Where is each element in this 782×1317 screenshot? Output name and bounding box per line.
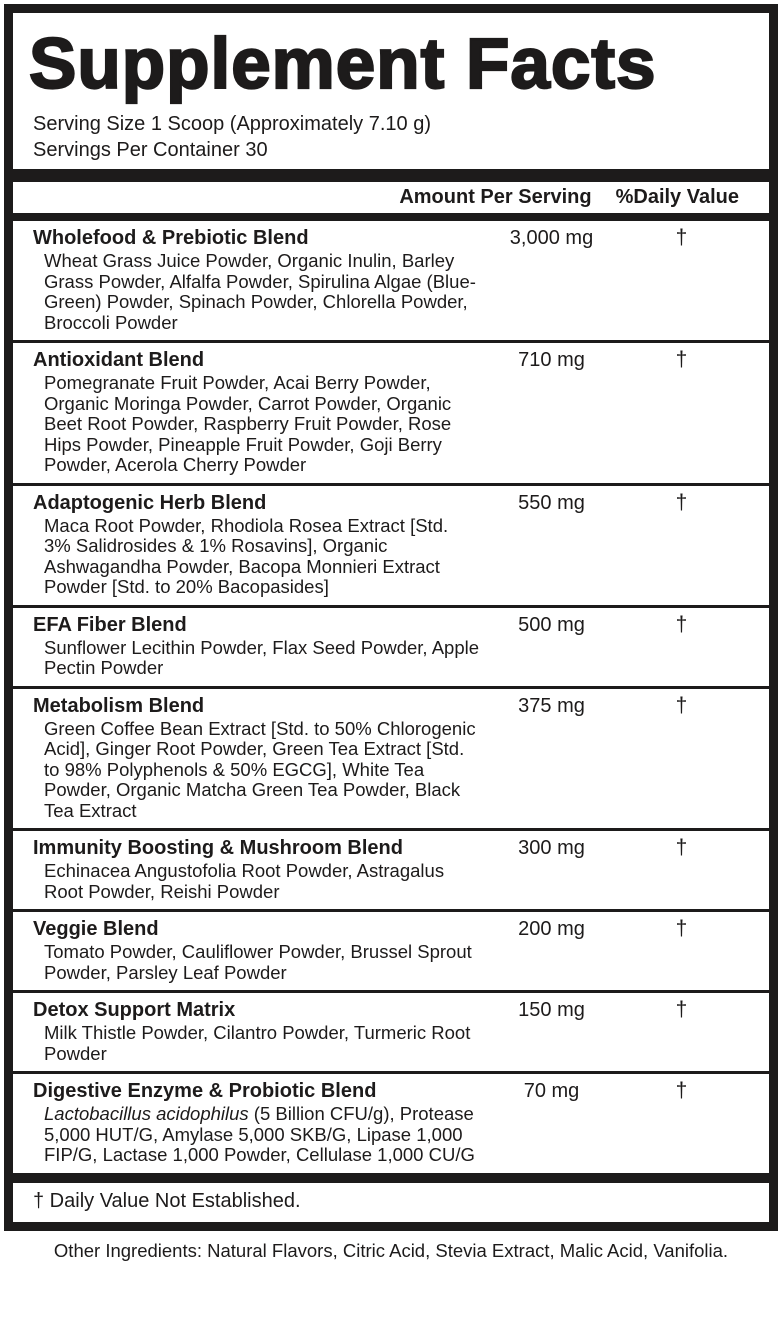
latin-species-name: Lactobacillus acidophilus bbox=[44, 1103, 249, 1124]
amount-per-serving-header: Amount Per Serving bbox=[399, 186, 592, 208]
blend-name: Immunity Boosting & Mushroom Blend bbox=[33, 837, 403, 859]
blend-name: Detox Support Matrix bbox=[33, 999, 236, 1021]
dagger-symbol: † bbox=[675, 836, 688, 859]
section-efa-fiber-blend bbox=[13, 605, 769, 686]
blend-amount: 200 mg bbox=[518, 918, 585, 940]
section-digestive-enzyme-probiotic-blend bbox=[13, 1071, 769, 1173]
blend-ingredients: Green Coffee Bean Extract [Std. to 50% Chlorogenic Acid], Ginger Root Powder, Green Tea Extract [Std. to 98% Polyphenols & 50% EGCG], White Tea Powder, Organic Matcha Green Tea Powder, Black Tea Extract bbox=[44, 717, 476, 821]
blend-ingredients: Pomegranate Fruit Powder, Acai Berry Powder, Organic Moringa Powder, Carrot Powder, Organic Beet Root Powder, Raspberry Fruit Powder, Rose Hips Powder, Pineapple Fruit Powder, Goji Berry Powder, Acerola Cherry Powder bbox=[44, 372, 452, 475]
thick-divider-bottom bbox=[13, 1173, 769, 1183]
dagger-symbol: † bbox=[675, 998, 688, 1021]
column-header-row bbox=[13, 182, 769, 213]
dagger-symbol: † bbox=[675, 226, 688, 249]
thick-divider-top bbox=[13, 169, 769, 182]
section-metabolism-blend bbox=[13, 686, 769, 829]
section-adaptogenic-herb-blend bbox=[13, 483, 769, 605]
blend-name: Metabolism Blend bbox=[33, 694, 205, 717]
blend-amount: 70 mg bbox=[523, 1080, 580, 1102]
blend-name: Veggie Blend bbox=[33, 918, 159, 940]
other-ingredients-line: Other Ingredients: Natural Flavors, Citric Acid, Stevia Extract, Malic Acid, Vanifolia. bbox=[53, 1239, 729, 1261]
blend-name: Adaptogenic Herb Blend bbox=[33, 491, 267, 514]
blend-ingredients-rest: (5 Billion CFU/g), Protease 5,000 HUT/G, Amylase 5,000 SKB/G, Lipase 1,000 FIP/G, Lactase 1,000 Powder, Cellulase 1,000 CU/G bbox=[44, 1103, 475, 1165]
section-wholefood-prebiotic-blend bbox=[13, 221, 769, 340]
section-veggie-blend bbox=[13, 909, 769, 990]
dagger-symbol: † bbox=[675, 917, 688, 940]
blend-ingredients: Echinacea Angustofolia Root Powder, Astragalus Root Powder, Reishi Powder bbox=[44, 860, 445, 902]
section-detox-support-matrix bbox=[13, 990, 769, 1071]
dagger-symbol: † bbox=[675, 693, 688, 717]
blend-amount: 300 mg bbox=[518, 837, 585, 859]
blend-amount: 375 mg bbox=[518, 694, 585, 717]
blend-amount: 710 mg bbox=[518, 349, 585, 371]
blend-amount: 550 mg bbox=[518, 491, 585, 514]
daily-value-header: %Daily Value bbox=[615, 186, 739, 208]
blend-amount: 150 mg bbox=[518, 999, 585, 1021]
panel-title: Supplement Facts bbox=[29, 25, 657, 104]
blend-ingredients: Tomato Powder, Cauliflower Powder, Brussel Sprout Powder, Parsley Leaf Powder bbox=[44, 941, 472, 983]
blend-ingredients: Wheat Grass Juice Powder, Organic Inulin, Barley Grass Powder, Alfalfa Powder, Spirulina Algae (Blue-Green) Powder, Spinach Powder, Chlorella Powder, Broccoli Powder bbox=[44, 250, 476, 333]
serving-info bbox=[13, 111, 769, 163]
serving-size-line: Serving Size 1 Scoop (Approximately 7.10 g) bbox=[33, 113, 431, 135]
servings-per-container-line: Servings Per Container 30 bbox=[33, 139, 268, 161]
supplement-facts-panel bbox=[4, 4, 778, 1231]
section-immunity-mushroom-blend bbox=[13, 828, 769, 909]
blend-amount: 3,000 mg bbox=[509, 227, 594, 249]
blend-ingredients bbox=[33, 1104, 479, 1166]
blend-ingredients: Sunflower Lecithin Powder, Flax Seed Powder, Apple Pectin Powder bbox=[44, 636, 480, 678]
blend-name: EFA Fiber Blend bbox=[33, 613, 187, 636]
dagger-symbol: † bbox=[675, 348, 688, 371]
dagger-symbol: † bbox=[675, 1079, 688, 1102]
dagger-symbol: † bbox=[675, 612, 688, 636]
blend-amount: 500 mg bbox=[518, 613, 585, 636]
daily-value-footnote: † Daily Value Not Established. bbox=[33, 1189, 301, 1212]
blend-name: Antioxidant Blend bbox=[33, 349, 205, 371]
header-underline-bar bbox=[13, 213, 769, 221]
blend-name: Digestive Enzyme & Probiotic Blend bbox=[33, 1080, 377, 1102]
blend-name: Wholefood & Prebiotic Blend bbox=[33, 227, 309, 249]
dagger-symbol: † bbox=[675, 490, 688, 514]
blend-ingredients: Milk Thistle Powder, Cilantro Powder, Turmeric Root Powder bbox=[44, 1022, 471, 1064]
section-antioxidant-blend bbox=[13, 340, 769, 483]
blend-ingredients: Maca Root Powder, Rhodiola Rosea Extract [Std. 3% Salidrosides & 1% Rosavins], Organic Ashwagandha Powder, Bacopa Monnieri Extract Powder [Std. to 20% Bacopasides] bbox=[44, 514, 449, 597]
